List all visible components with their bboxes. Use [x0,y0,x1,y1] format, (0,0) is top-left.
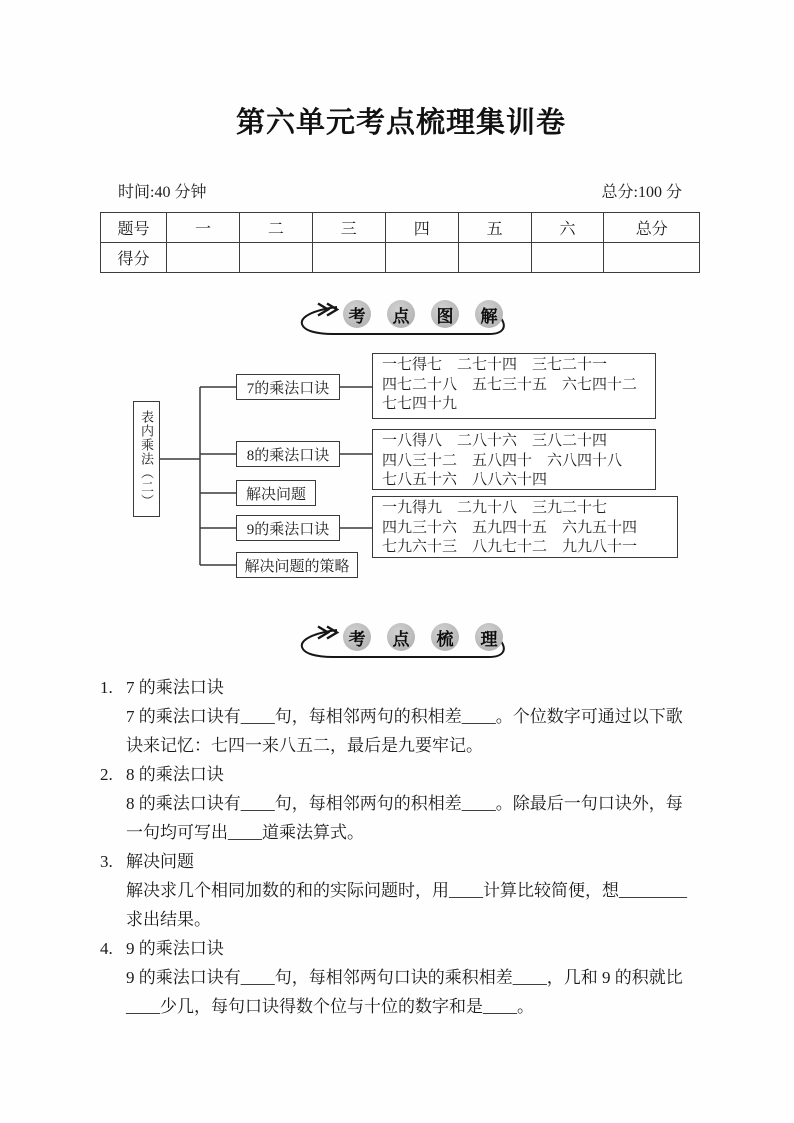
root-node-multiplication-table-2: 表内乘法（二） [133,401,160,517]
item-title: 解决问题 [126,852,194,871]
badge-char: 点 [387,300,415,328]
formula-line: 一七得七 二七十四 三七二十一 [382,357,608,373]
header-cell-2: 二 [239,213,312,243]
score-cell-empty [458,243,531,273]
review-item-3 [100,847,702,934]
branch-node-solve-problems: 解决问题 [236,480,316,506]
score-table-header-row [101,213,700,243]
item-line: 一句均可写出____道乘法算式。 [126,823,364,842]
item-title: 7 的乘法口诀 [126,678,224,697]
formula-box-8 [372,429,656,490]
item-line: 8 的乘法口诀有____句，每相邻两句的积相差____。除最后一句口诀外，每 [126,794,683,813]
header-cell-5: 五 [458,213,531,243]
header-cell-3: 三 [312,213,385,243]
item-number: 3. [100,852,113,871]
formula-line: 一九得九 二九十八 三九二十七 [382,500,608,516]
review-item-2 [100,760,702,847]
branch-node-8-rhymes: 8的乘法口诀 [236,441,340,467]
header-cell-4: 四 [385,213,458,243]
item-number: 2. [100,765,113,784]
page-title: 第六单元考点梳理集训卷 [235,107,566,139]
item-line: 9 的乘法口诀有____句，每相邻两句口诀的乘积相差____，几和 9 的积就比 [126,968,683,987]
section-badge-kaodian-tujie [291,300,511,340]
content-column [100,0,702,1021]
item-line: 诀来记忆：七四一来八五二，最后是九要牢记。 [126,736,483,755]
header-cell-6: 六 [531,213,604,243]
badge-char: 梳 [431,623,459,651]
badge-char: 理 [475,623,503,651]
branch-node-7-rhymes: 7的乘法口诀 [236,374,340,400]
item-body [126,934,702,1021]
badge-char: 图 [431,300,459,328]
item-body [126,847,702,934]
item-line: ____少几，每句口诀得数个位与十位的数字和是____。 [126,997,534,1016]
badge-characters [343,623,503,651]
item-number: 1. [100,678,113,697]
section-badge-kaodian-shuli [291,623,511,663]
score-table-score-row [101,243,700,273]
formula-line: 七九六十三 八九七十二 九九八十一 [382,539,638,555]
score-cell-empty [167,243,240,273]
formula-line: 四九三十六 五九四十五 六九五十四 [382,519,638,536]
score-cell-empty [604,243,700,273]
score-cell-empty [239,243,312,273]
score-table [100,212,700,273]
score-cell-empty [312,243,385,273]
score-row-label: 得分 [101,243,167,273]
item-number: 4. [100,939,113,958]
badge-char: 点 [387,623,415,651]
formula-line: 一八得八 二八十六 三八二十四 [382,433,608,449]
item-title: 8 的乘法口诀 [126,765,224,784]
meta-row [100,179,702,202]
review-points-list [100,673,702,1021]
formula-box-7 [372,353,656,419]
branch-node-problem-strategy: 解决问题的策略 [236,552,358,578]
header-cell-total: 总分 [604,213,700,243]
badge-char: 考 [343,300,371,328]
formula-line: 四七二十八 五七三十五 六七四十二 [382,376,638,393]
concept-map [100,346,702,596]
formula-line: 四八三十二 五八四十 六八四十八 [382,452,623,469]
item-body [126,760,702,847]
item-line: 求出结果。 [126,910,211,929]
header-cell-1: 一 [167,213,240,243]
badge-char: 解 [475,300,503,328]
item-body [126,673,702,760]
formula-line: 七七四十九 [382,396,458,412]
badge-char: 考 [343,623,371,651]
branch-node-9-rhymes: 9的乘法口诀 [236,515,340,541]
item-title: 9 的乘法口诀 [126,939,224,958]
formula-box-9 [372,496,678,558]
item-line: 7 的乘法口诀有____句，每相邻两句的积相差____。个位数字可通过以下歌 [126,707,683,726]
score-cell-empty [531,243,604,273]
review-item-4 [100,934,702,1021]
total-score-label: 总分:100 分 [601,184,682,201]
header-cell-question-no: 题号 [101,213,167,243]
review-item-1 [100,673,702,760]
item-line: 解决求几个相同加数的和的实际问题时，用____计算比较简便，想________ [126,881,687,900]
score-cell-empty [385,243,458,273]
time-label: 时间:40 分钟 [118,184,207,201]
formula-line: 七八五十六 八八六十四 [382,472,548,488]
badge-characters [343,300,503,328]
